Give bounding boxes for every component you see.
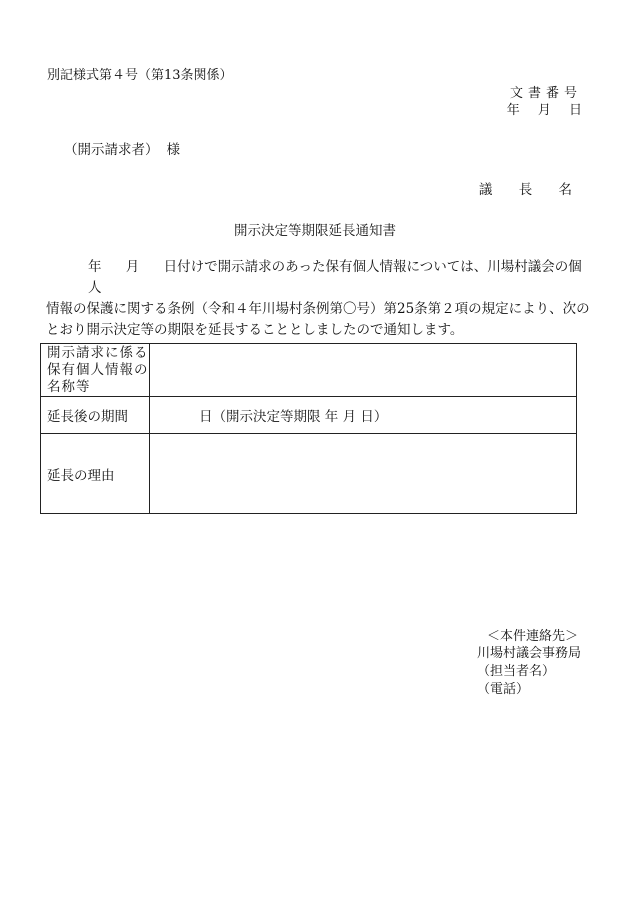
document-title: 開示決定等期限延長通知書 [234, 223, 396, 239]
contact-person: （担当者名） [477, 664, 556, 679]
table-value-cell [150, 434, 577, 514]
contact-header: ＜本件連絡先＞ [487, 629, 579, 644]
body-line-3: とおり開示決定等の期限を延長することとしましたので通知します。 [46, 322, 464, 338]
info-name-label: 開示請求に係る保有個人情報の名称等 [47, 344, 149, 395]
extended-period-value: 日（開示決定等期限 年 月 日） [150, 397, 577, 434]
body-line-2: 情報の保護に関する条例（令和４年川場村条例第〇号）第25条第２項の規定により、次の [46, 301, 590, 317]
contact-organization: 川場村議会事務局 [477, 646, 582, 661]
recipient-line [64, 138, 180, 158]
form-identifier: 別記様式第４号（第13条関係） [47, 68, 233, 83]
sender-name: 議 長 名 [478, 182, 572, 198]
body-line-1 [46, 257, 586, 299]
body-paragraph [46, 257, 590, 341]
contact-phone: （電話） [477, 682, 530, 697]
table-label-cell: 延長後の期間 [41, 397, 150, 434]
table-value-cell [150, 344, 577, 397]
body-line-1-text: 日付けで開示請求のあった保有個人情報については、川場村議会の個人 [88, 259, 582, 296]
body-date-blanks: 年 月 [88, 259, 140, 275]
table-label-cell [41, 344, 150, 397]
document-date-label: 年 月 日 [506, 103, 582, 118]
document-number-label: 文書番号 [509, 86, 582, 101]
table-label-cell: 延長の理由 [41, 434, 150, 514]
recipient-honorific: 様 [166, 142, 180, 158]
recipient-name: （開示請求者） [64, 142, 159, 158]
table-row [41, 344, 577, 397]
table-row [41, 434, 577, 514]
table-row [41, 397, 577, 434]
info-table [40, 343, 577, 514]
